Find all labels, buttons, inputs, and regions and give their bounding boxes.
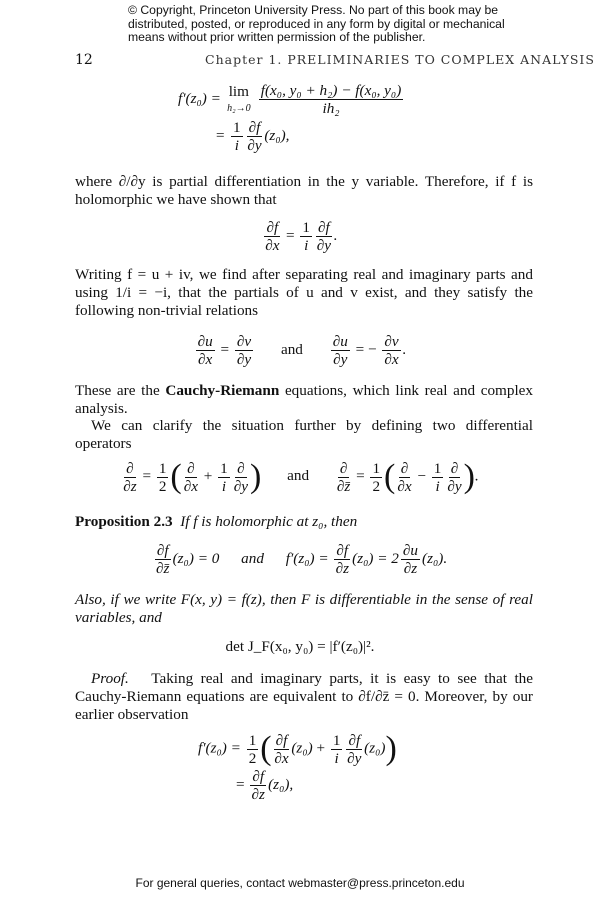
fraction xyxy=(123,460,136,495)
paragraph: Writing f = u + iv, we find after separating real and imaginary parts and using 1/i = −i, that the partials of u and v exist, and they satisfy the following non-trivial relations xyxy=(75,266,533,319)
numerator: ∂ xyxy=(450,459,459,477)
fraction xyxy=(447,460,461,495)
eq-text: . xyxy=(402,340,407,358)
running-head: Chapter 1. PRELIMINARIES TO COMPLEX ANALYSIS xyxy=(205,52,595,67)
denominator: ∂z xyxy=(335,560,349,577)
paren: ( xyxy=(384,458,396,495)
eq-text: f′(z₀) = xyxy=(178,89,221,107)
equation-2 xyxy=(0,219,600,254)
fraction xyxy=(370,460,382,495)
proposition-text: If f is holomorphic at z₀, then xyxy=(180,513,358,530)
denominator: ∂y xyxy=(236,351,252,368)
denominator: 2 xyxy=(158,477,167,495)
denominator: ∂y xyxy=(233,477,248,495)
fraction xyxy=(274,732,290,767)
eq-text: (z₀) = 2 xyxy=(352,549,399,567)
eq-text: = xyxy=(286,226,295,244)
proposition-continued: Also, if we write F(x, y) = f(z), then F is differentiable in the sense of real variables, and xyxy=(75,591,533,626)
numerator: 1 xyxy=(158,459,167,477)
fraction xyxy=(331,732,343,767)
denominator: ∂y xyxy=(347,749,362,767)
numerator: 1 xyxy=(372,459,381,477)
fraction xyxy=(250,768,266,803)
eq-text: and xyxy=(280,340,303,358)
eq-text: (z₀) xyxy=(364,739,386,757)
numerator: ∂f xyxy=(348,731,361,749)
fraction xyxy=(334,542,350,577)
denominator: ∂z xyxy=(403,560,418,577)
denominator: ih₂ xyxy=(322,100,340,117)
denominator: i xyxy=(221,477,227,495)
denominator: ∂z̄ xyxy=(156,560,170,577)
eq-text: = xyxy=(220,340,230,358)
equation-1 xyxy=(178,82,405,154)
denominator: ∂y xyxy=(247,137,262,154)
numerator: 1 xyxy=(248,731,257,749)
eq-text: = xyxy=(215,126,226,144)
eq-text: f′(z₀) = xyxy=(198,739,241,757)
eq-text: (z₀), xyxy=(268,775,294,793)
fraction xyxy=(184,460,198,495)
fraction xyxy=(155,542,171,577)
numerator: 1 xyxy=(233,119,241,136)
numerator: ∂u xyxy=(402,542,419,559)
proof-label: Proof. xyxy=(91,670,129,687)
eq-text: + xyxy=(203,467,213,485)
cauchy-riemann-equations xyxy=(0,333,600,368)
eq-text: and xyxy=(241,549,264,567)
copyright-notice xyxy=(128,4,505,45)
denominator: ∂y xyxy=(316,237,331,254)
fraction xyxy=(382,333,400,368)
fraction xyxy=(316,219,332,254)
fraction xyxy=(196,333,215,368)
denominator: ∂x xyxy=(198,351,213,368)
numerator: 1 xyxy=(220,459,228,477)
eq-text: (z₀) = 0 xyxy=(172,549,220,567)
numerator: ∂f xyxy=(252,768,265,785)
denominator: ∂z xyxy=(123,477,137,495)
text: equations, which link real and complex analysis. xyxy=(75,382,534,417)
eq-text: f′(z₀) = xyxy=(285,549,329,567)
proposition-label: Proposition 2.3 xyxy=(75,513,173,530)
denominator: i xyxy=(435,477,440,495)
fraction xyxy=(247,732,259,767)
proof-text: Taking real and imaginary parts, it is easy to see that the Cauchy-Riemann equations are equivalent to ∂f/∂z̄ = 0. Moreover, by our earlier observation xyxy=(75,670,533,723)
lim-sub: h₂→0 xyxy=(227,102,251,114)
fraction xyxy=(432,460,444,495)
copyright-line: means without prior written permission of the publisher. xyxy=(128,30,426,44)
proof-paragraph xyxy=(75,670,533,724)
numerator: ∂u xyxy=(197,333,213,350)
denominator: ∂y xyxy=(333,351,348,368)
numerator: 1 xyxy=(332,731,341,749)
eq-text: = − xyxy=(355,340,377,358)
numerator: ∂ xyxy=(187,459,195,477)
eq-text: = xyxy=(236,775,245,793)
eq-text: (z₀). xyxy=(422,549,448,567)
eq-text: + xyxy=(316,739,326,757)
denominator: ∂y xyxy=(447,477,462,495)
paren: ) xyxy=(250,458,262,495)
equation-operators xyxy=(0,458,600,496)
eq-text: and xyxy=(287,467,310,485)
paragraph: We can clarify the situation further by defining two differential operators xyxy=(75,417,533,452)
numerator: ∂v xyxy=(384,333,399,350)
copyright-line: © Copyright, Princeton University Press. No part of this book may be xyxy=(128,3,499,17)
denominator: ∂x xyxy=(265,237,280,254)
term: Cauchy-Riemann xyxy=(165,382,280,399)
eq-text: = xyxy=(142,467,152,485)
fraction xyxy=(235,333,253,368)
copyright-line: distributed, posted, or reproduced in any form by digital or mechanical xyxy=(128,16,505,31)
numerator: ∂f xyxy=(266,219,279,236)
denominator: ∂z̄ xyxy=(336,477,351,495)
denominator: i xyxy=(334,749,339,767)
denominator: ∂x xyxy=(183,477,198,495)
denominator: ∂x xyxy=(384,351,399,368)
paren: ) xyxy=(463,458,475,495)
fraction xyxy=(397,460,411,495)
numerator: ∂ xyxy=(400,459,409,477)
numerator: 1 xyxy=(433,459,442,477)
numerator: ∂ xyxy=(237,459,245,477)
fraction xyxy=(264,219,280,254)
numerator: ∂v xyxy=(236,333,252,350)
denominator: 2 xyxy=(372,477,381,495)
text: These are the xyxy=(75,382,166,399)
fraction xyxy=(337,460,350,495)
denominator: i xyxy=(304,237,309,254)
equation-5 xyxy=(0,542,600,577)
numerator: ∂ xyxy=(126,459,134,477)
fraction xyxy=(401,542,420,577)
fraction xyxy=(218,460,230,495)
eq-text: − xyxy=(417,467,426,485)
fraction xyxy=(259,82,404,117)
eq-text: . xyxy=(474,467,479,485)
fraction xyxy=(346,732,362,767)
numerator: ∂ xyxy=(339,459,348,477)
numerator: ∂f xyxy=(317,219,330,236)
numerator: ∂f xyxy=(156,542,169,559)
fraction xyxy=(157,460,169,495)
page-number: 12 xyxy=(75,52,93,68)
denominator: ∂x xyxy=(274,749,289,767)
numerator: ∂f xyxy=(248,119,261,136)
equation-6: det J_F(x₀, y₀) = |f′(z₀)|². xyxy=(225,638,375,655)
limit xyxy=(227,83,251,117)
paren: ) xyxy=(385,730,397,767)
fraction xyxy=(234,460,248,495)
numerator: f(x₀, y₀ + h₂) − f(x₀, y₀) xyxy=(260,82,402,99)
lim-text: lim xyxy=(228,82,249,100)
paragraph xyxy=(75,382,533,418)
denominator: ∂x xyxy=(397,477,412,495)
footer-contact: For general queries, contact webmaster@press.princeton.edu xyxy=(135,876,465,890)
numerator: 1 xyxy=(302,219,310,236)
numerator: ∂u xyxy=(332,333,348,350)
eq-text: (z₀), xyxy=(264,126,290,144)
denominator: 2 xyxy=(248,749,257,767)
paren: ( xyxy=(260,730,272,767)
denominator: ∂z xyxy=(251,786,265,803)
paragraph: where ∂/∂y is partial differentiation in the y variable. Therefore, if f is holomorphic we have shown that xyxy=(75,173,533,208)
eq-text: = xyxy=(356,467,365,485)
denominator: i xyxy=(234,137,239,154)
eq-text: . xyxy=(333,226,338,244)
eq-text: (z₀) xyxy=(291,739,313,757)
fraction xyxy=(331,333,350,368)
numerator: ∂f xyxy=(336,542,349,559)
fraction xyxy=(231,119,243,154)
fraction xyxy=(247,119,263,154)
fraction xyxy=(300,219,312,254)
equation-7 xyxy=(198,730,397,803)
numerator: ∂f xyxy=(275,731,288,749)
paren: ( xyxy=(170,458,182,495)
proposition xyxy=(75,513,533,531)
